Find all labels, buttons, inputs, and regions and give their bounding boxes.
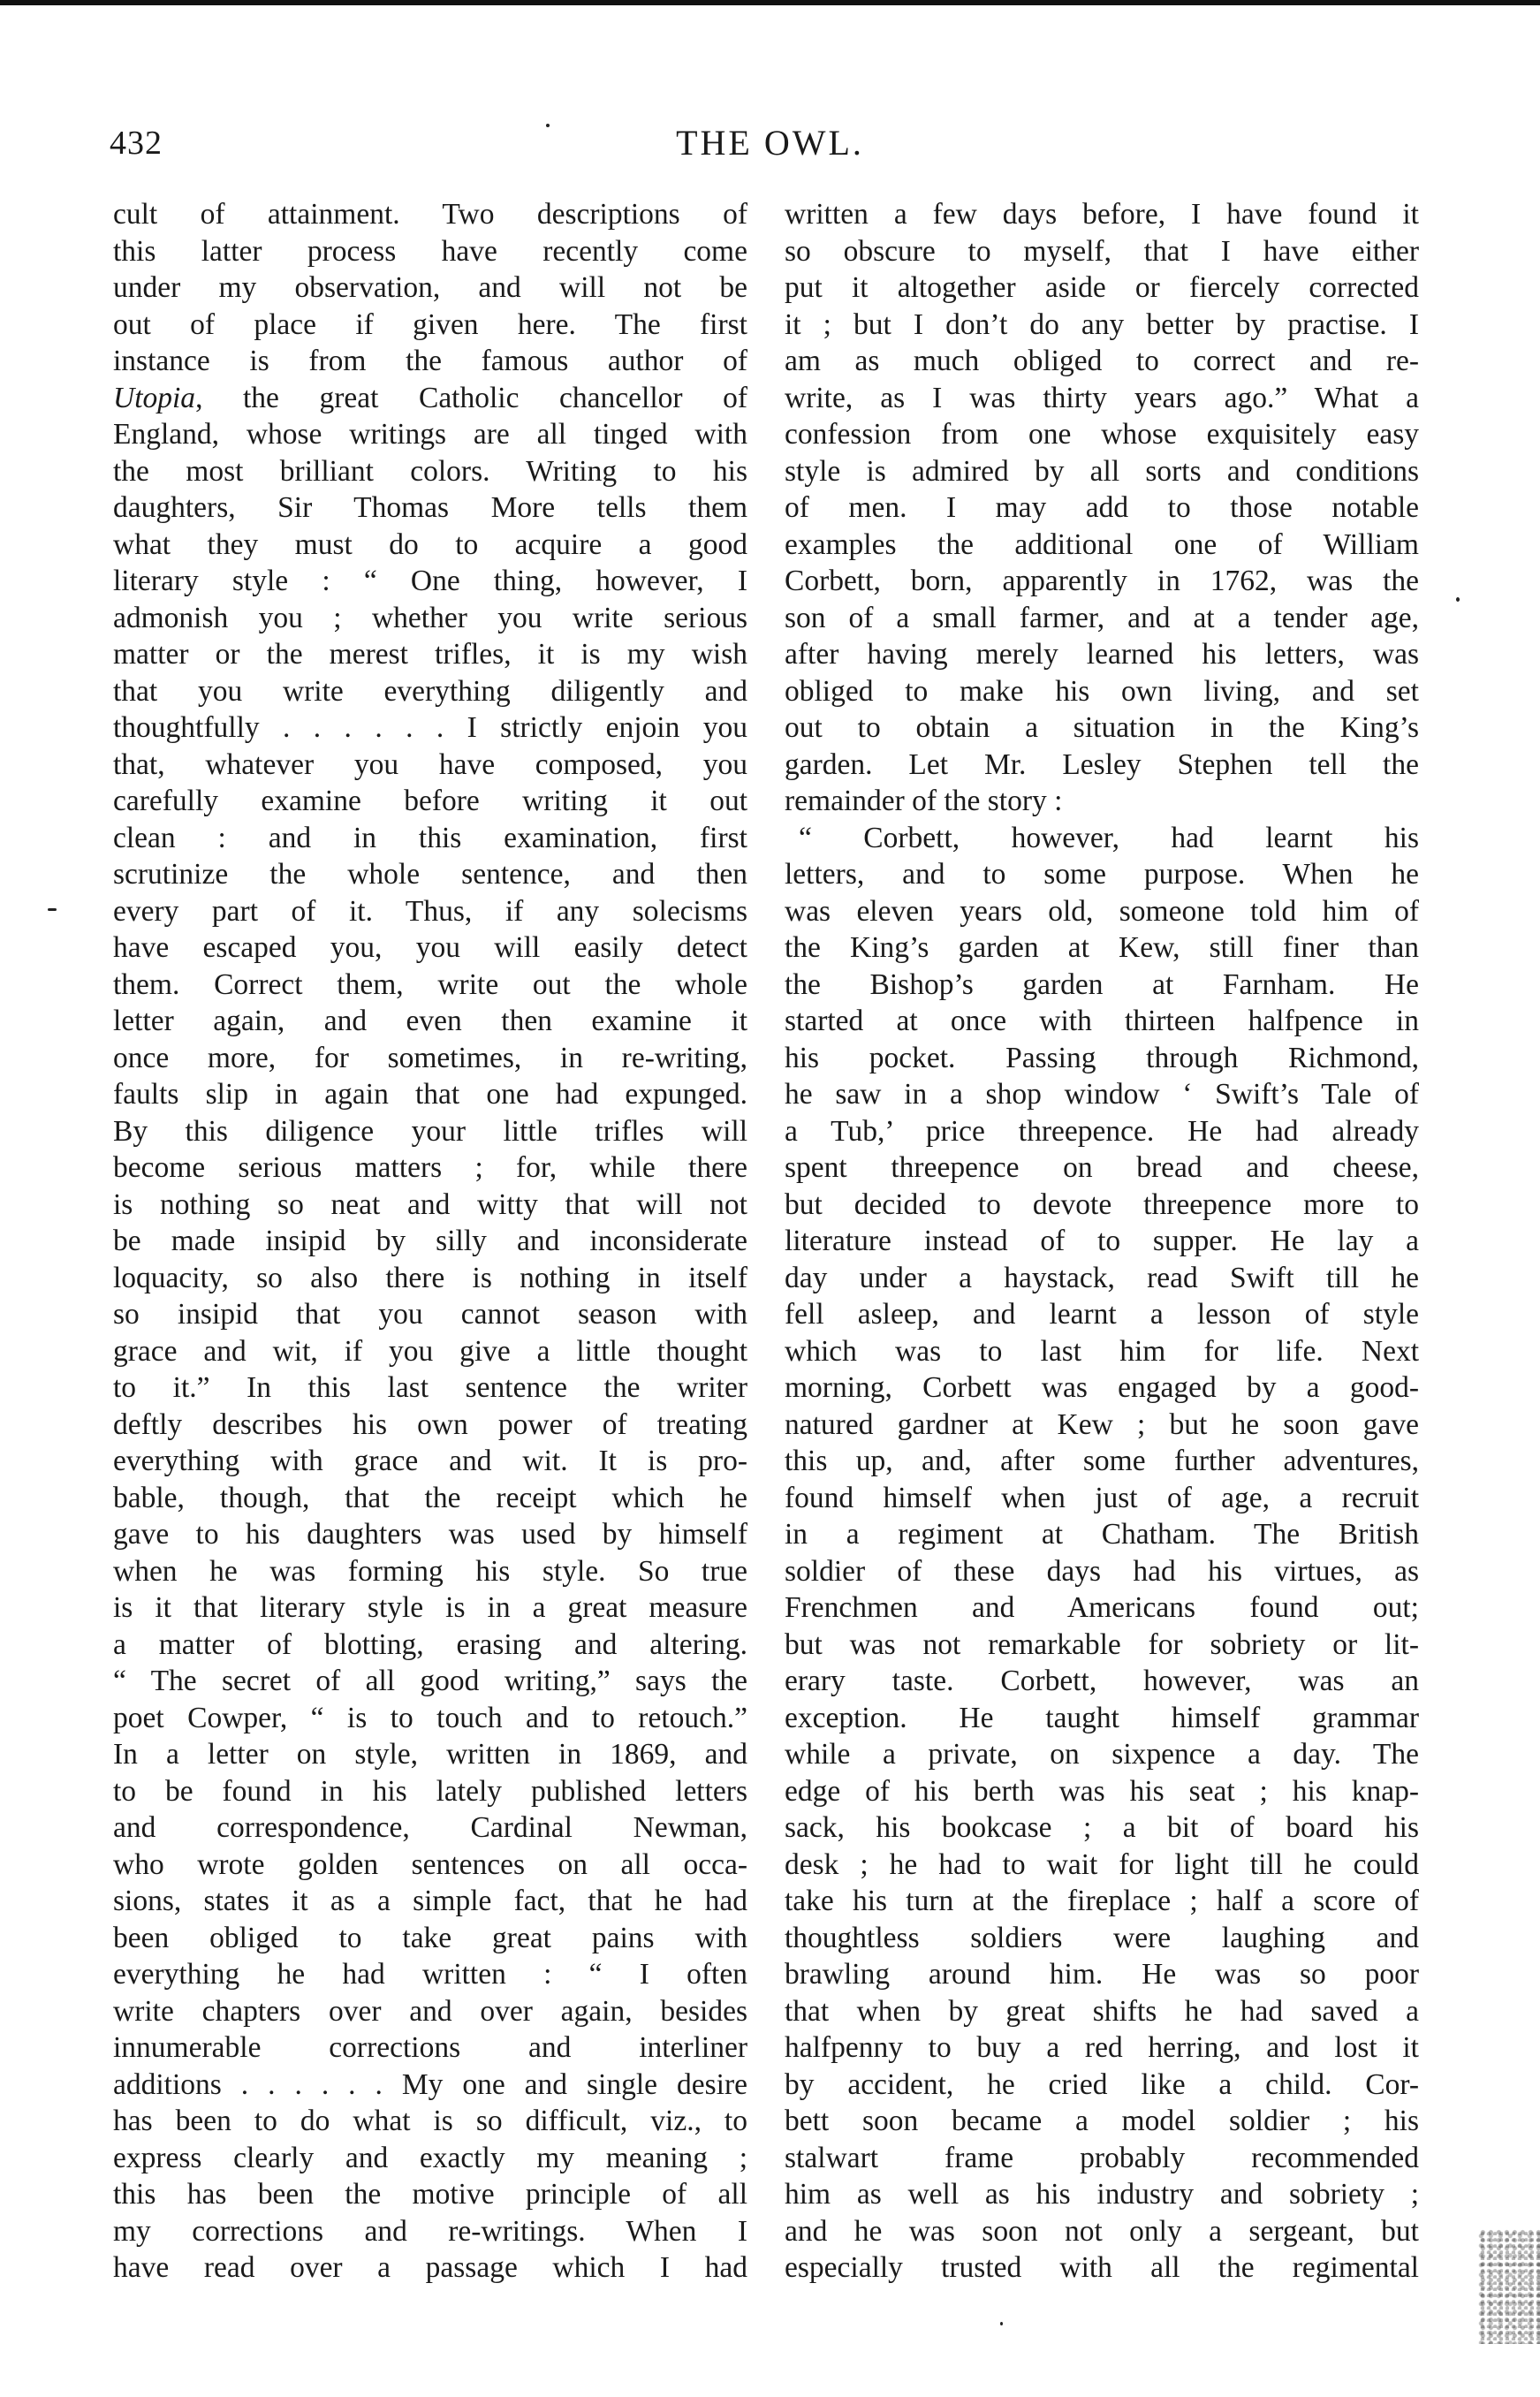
- text-line: bett soon became a model soldier ; his: [785, 2105, 1419, 2137]
- text-line: sions, states it as a simple fact, that he had: [113, 1885, 747, 1917]
- text-line: daughters, Sir Thomas More tells them: [113, 491, 747, 524]
- text-line: a Tub,’ price threepence. He had already: [785, 1114, 1419, 1148]
- text-line: have read over a passage which I had: [113, 2251, 747, 2284]
- text-line: he saw in a shop window ‘ Swift’s Tale of: [785, 1078, 1419, 1111]
- text-line: that you write everything diligently and: [113, 674, 747, 708]
- text-line: of men. I may add to those notable: [785, 491, 1419, 524]
- text-line: Corbett, born, apparently in 1762, was the: [785, 565, 1419, 597]
- text-line: poet Cowper, “ is to touch and to retouch.”: [113, 1701, 747, 1734]
- text-line: clean : and in this examination, first: [113, 821, 747, 854]
- text-line: remainder of the story :: [785, 785, 1063, 817]
- text-line: erary taste. Corbett, however, was an: [785, 1665, 1419, 1697]
- scan-noise: [1478, 2229, 1540, 2344]
- text-line: “ Corbett, however, had learnt his: [799, 821, 1419, 854]
- text-line: it ; but I don’t do any better by practise. I: [785, 307, 1419, 341]
- text-line: the Bishop’s garden at Farnham. He: [785, 967, 1419, 1001]
- text-line: him as well as his industry and sobriety ;: [785, 2178, 1419, 2211]
- text-line: that when by great shifts he had saved a: [785, 1994, 1419, 2028]
- text-line: what they must do to acquire a good: [113, 527, 747, 561]
- text-line: England, whose writings are all tinged with: [113, 418, 747, 451]
- text-line: examples the additional one of William: [785, 527, 1419, 561]
- text-line: write chapters over and over again, besides: [113, 1994, 747, 2028]
- text-line: who wrote golden sentences on all occa-: [113, 1847, 747, 1881]
- text-line: out to obtain a situation in the King’s: [785, 711, 1419, 744]
- text-line: especially trusted with all the regimental: [785, 2251, 1419, 2284]
- text-line: that, whatever you have composed, you: [113, 747, 747, 781]
- text-line: garden. Let Mr. Lesley Stephen tell the: [785, 747, 1419, 781]
- text-line: in a regiment at Chatham. The British: [785, 1518, 1419, 1551]
- text-line: has been to do what is so difficult, viz., to: [113, 2105, 747, 2137]
- text-line: brawling around him. He was so poor: [785, 1958, 1419, 1991]
- text-line: admonish you ; whether you write serious: [113, 601, 747, 634]
- text-line: but was not remarkable for sobriety or lit-: [785, 1627, 1419, 1661]
- text-line: grace and wit, if you give a little thought: [113, 1334, 747, 1368]
- text-line: spent threepence on bread and cheese,: [785, 1151, 1419, 1184]
- text-line: everything he had written : “ I often: [113, 1958, 747, 1991]
- text-line: once more, for sometimes, in re-writing,: [113, 1041, 747, 1074]
- text-line: which was to last him for life. Next: [785, 1334, 1419, 1368]
- text-line: a matter of blotting, erasing and altering.: [113, 1627, 747, 1661]
- text-line: take his turn at the fireplace ; half a score of: [785, 1885, 1419, 1917]
- text-line: style is admired by all sorts and conditions: [785, 454, 1419, 488]
- text-line: be made insipid by silly and inconsiderate: [113, 1225, 747, 1257]
- text-line: out of place if given here. The first: [113, 307, 747, 341]
- text-line: desk ; he had to wait for light till he could: [785, 1847, 1419, 1881]
- text-line: write, as I was thirty years ago.” What a: [785, 381, 1419, 414]
- right-text-column: [785, 196, 1419, 2287]
- text-line: this has been the motive principle of all: [113, 2178, 747, 2211]
- text-line: everything with grace and wit. It is pro-: [113, 1445, 747, 1477]
- ink-speck: [546, 124, 550, 127]
- ink-speck: [48, 908, 57, 911]
- text-line: express clearly and exactly my meaning ;: [113, 2141, 747, 2174]
- text-line: “ The secret of all good writing,” says the: [113, 1665, 747, 1697]
- text-line: is nothing so neat and witty that will not: [113, 1187, 747, 1221]
- text-line: his pocket. Passing through Richmond,: [785, 1041, 1419, 1074]
- text-line: to be found in his lately published letters: [113, 1774, 747, 1808]
- text-line: By this diligence your little trifles will: [113, 1114, 747, 1148]
- text-line: this up, and, after some further adventures,: [785, 1445, 1419, 1477]
- text-line: son of a small farmer, and at a tender age,: [785, 601, 1419, 634]
- text-line: the most brilliant colors. Writing to his: [113, 454, 747, 488]
- text-line: halfpenny to buy a red herring, and lost it: [785, 2031, 1419, 2064]
- text-line: loquacity, so also there is nothing in itself: [113, 1261, 747, 1294]
- text-line: letters, and to some purpose. When he: [785, 858, 1419, 891]
- text-line: bable, though, that the receipt which he: [113, 1481, 747, 1514]
- text-line: In a letter on style, written in 1869, and: [113, 1738, 747, 1771]
- text-line: put it altogether aside or fiercely corrected: [785, 271, 1419, 304]
- text-line: literary style : “ One thing, however, I: [113, 565, 747, 597]
- text-line: after having merely learned his letters, was: [785, 638, 1419, 671]
- text-line: letter again, and even then examine it: [113, 1005, 747, 1037]
- text-line: every part of it. Thus, if any solecisms: [113, 894, 747, 928]
- text-line: Frenchmen and Americans found out;: [785, 1591, 1419, 1624]
- text-line: natured gardner at Kew ; but he soon gave: [785, 1407, 1419, 1441]
- text-line: so insipid that you cannot season with: [113, 1298, 747, 1331]
- text-line: so obscure to myself, that I have either: [785, 234, 1419, 268]
- page-number: 432: [110, 125, 163, 162]
- text-line: written a few days before, I have found it: [785, 198, 1419, 231]
- text-line: instance is from the famous author of: [113, 345, 747, 377]
- running-title: THE OWL.: [676, 123, 864, 163]
- text-line: and correspondence, Cardinal Newman,: [113, 1811, 747, 1844]
- text-line: and he was soon not only a sergeant, but: [785, 2214, 1419, 2248]
- text-line: started at once with thirteen halfpence in: [785, 1005, 1419, 1037]
- text-line: obliged to make his own living, and set: [785, 674, 1419, 708]
- top-scan-border: [0, 0, 1540, 5]
- text-line: become serious matters ; for, while there: [113, 1151, 747, 1184]
- text-line: scrutinize the whole sentence, and then: [113, 858, 747, 891]
- text-line: confession from one whose exquisitely easy: [785, 418, 1419, 451]
- text-line: but decided to devote threepence more to: [785, 1187, 1419, 1221]
- left-text-column: [113, 196, 747, 2287]
- text-line: under my observation, and will not be: [113, 271, 747, 304]
- text-line: cult of attainment. Two descriptions of: [113, 198, 747, 231]
- text-line: gave to his daughters was used by himself: [113, 1518, 747, 1551]
- text-line: soldier of these days had his virtues, as: [785, 1554, 1419, 1588]
- text-line: was eleven years old, someone told him of: [785, 894, 1419, 928]
- book-title-italic: Utopia: [113, 381, 196, 414]
- text-line: when he was forming his style. So true: [113, 1554, 747, 1588]
- text-line: them. Correct them, write out the whole: [113, 967, 747, 1001]
- text-line: while a private, on sixpence a day. The: [785, 1738, 1419, 1771]
- ink-speck: [1456, 597, 1460, 602]
- text-line: morning, Corbett was engaged by a good-: [785, 1371, 1419, 1404]
- text-line: stalwart frame probably recommended: [785, 2141, 1419, 2174]
- text-line: found himself when just of age, a recruit: [785, 1481, 1419, 1514]
- text-line: the King’s garden at Kew, still finer than: [785, 931, 1419, 964]
- text-line: have escaped you, you will easily detect: [113, 931, 747, 964]
- text-line: fell asleep, and learnt a lesson of style: [785, 1298, 1419, 1331]
- text-line: additions . . . . . . My one and single desire: [113, 2067, 747, 2101]
- text-line: deftly describes his own power of treating: [113, 1407, 747, 1441]
- text-line: is it that literary style is in a great measure: [113, 1591, 747, 1624]
- text-line: by accident, he cried like a child. Cor-: [785, 2067, 1419, 2101]
- text-line: faults slip in again that one had expunged.: [113, 1078, 747, 1111]
- text-line: innumerable corrections and interliner: [113, 2031, 747, 2064]
- text-line: am as much obliged to correct and re-: [785, 345, 1419, 377]
- text-line: thoughtfully . . . . . . I strictly enjoin you: [113, 711, 747, 744]
- text-line: exception. He taught himself grammar: [785, 1701, 1419, 1734]
- text-line: day under a haystack, read Swift till he: [785, 1261, 1419, 1294]
- ink-speck: [1000, 2322, 1003, 2325]
- text-line: this latter process have recently come: [113, 234, 747, 268]
- text-line: been obliged to take great pains with: [113, 1921, 747, 1954]
- text-line: Utopia, the great Catholic chancellor of: [113, 381, 747, 414]
- text-line: carefully examine before writing it out: [113, 785, 747, 817]
- text-line: thoughtless soldiers were laughing and: [785, 1921, 1419, 1954]
- text-line: my corrections and re-writings. When I: [113, 2214, 747, 2248]
- text-line: to it.” In this last sentence the writer: [113, 1371, 747, 1404]
- text-line: matter or the merest trifles, it is my wish: [113, 638, 747, 671]
- text-line: literature instead of to supper. He lay a: [785, 1225, 1419, 1257]
- text-line: sack, his bookcase ; a bit of board his: [785, 1811, 1419, 1844]
- text-line: edge of his berth was his seat ; his knap-: [785, 1774, 1419, 1808]
